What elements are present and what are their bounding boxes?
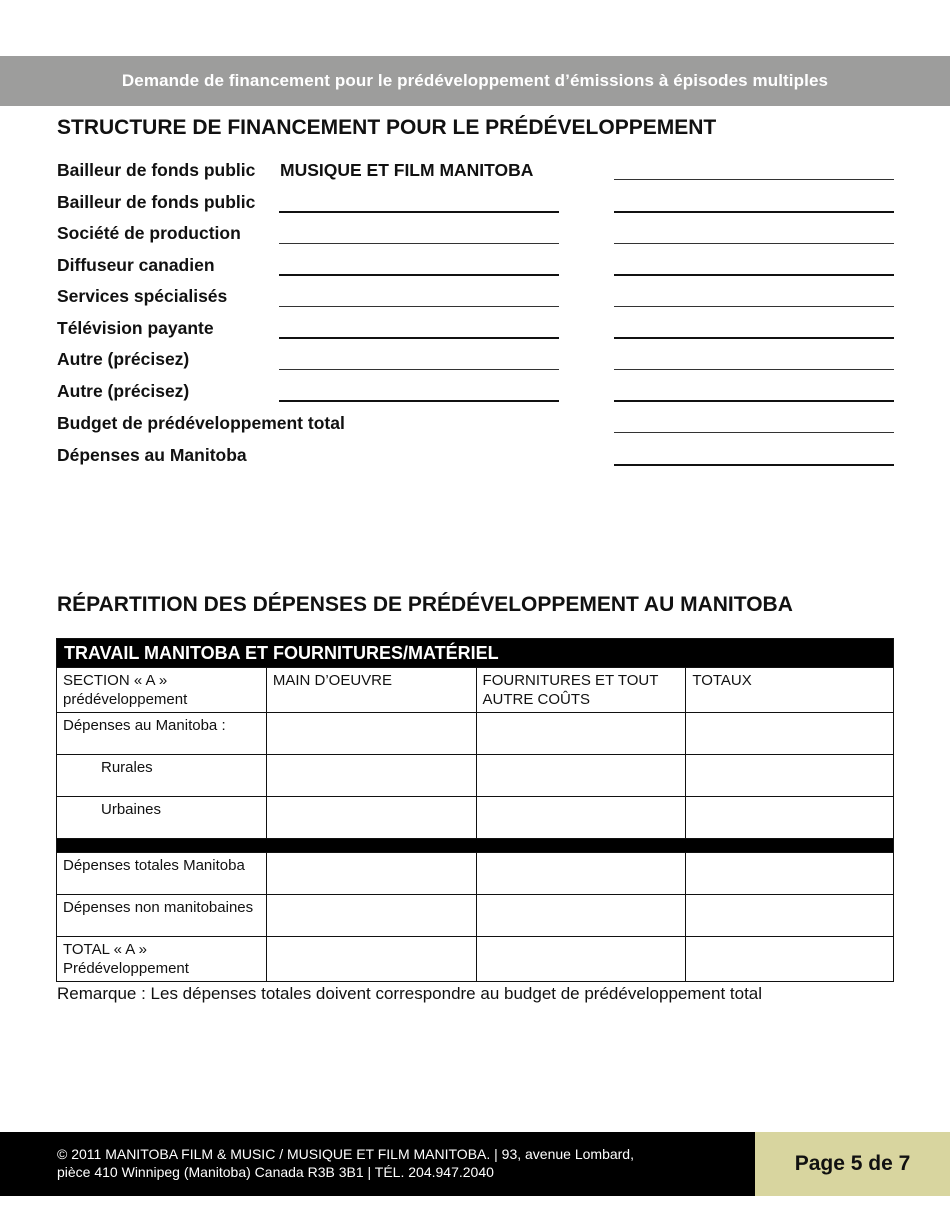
funding-row [57, 286, 897, 318]
funding-section-title: STRUCTURE DE FINANCEMENT POUR LE PRÉDÉVELOPPEMENT [57, 116, 717, 139]
table-cell[interactable] [476, 797, 686, 839]
amount-field[interactable] [614, 337, 894, 339]
table-row [57, 668, 894, 713]
table-cell[interactable] [686, 853, 894, 895]
row-label: TOTAL « A » Prédéveloppement [57, 937, 267, 982]
footer-address-line: pièce 410 Winnipeg (Manitoba) Canada R3B 3B1 | TÉL. 204.947.2040 [57, 1164, 494, 1180]
amount-field[interactable] [614, 432, 894, 433]
funder-name-field[interactable] [279, 274, 559, 276]
page-number: Page 5 de 7 [755, 1132, 950, 1196]
funding-row [57, 381, 897, 413]
table-cell[interactable] [266, 755, 476, 797]
funder-name-field[interactable] [279, 400, 559, 402]
amount-field[interactable] [614, 464, 894, 466]
table-cell[interactable] [686, 713, 894, 755]
table-cell[interactable] [476, 895, 686, 937]
table-cell[interactable] [476, 853, 686, 895]
table-cell[interactable] [266, 797, 476, 839]
amount-field[interactable] [614, 274, 894, 276]
amount-field[interactable] [614, 400, 894, 402]
footer [0, 1132, 755, 1196]
funding-row-label: Budget de prédéveloppement total [57, 413, 345, 433]
amount-field[interactable] [614, 179, 894, 180]
column-header: TOTAUX [686, 668, 894, 713]
funding-row-label: Services spécialisés [57, 286, 228, 306]
expenses-section-title: RÉPARTITION DES DÉPENSES DE PRÉDÉVELOPPEMENT AU MANITOBA [57, 593, 793, 616]
funding-row [57, 413, 897, 445]
amount-field[interactable] [614, 306, 894, 307]
document-header-bar [0, 56, 950, 106]
table-header: TRAVAIL MANITOBA ET FOURNITURES/MATÉRIEL [57, 639, 894, 668]
table-cell[interactable] [266, 713, 476, 755]
funding-row [57, 255, 897, 287]
table-row [57, 797, 894, 839]
funder-name-field[interactable] [279, 211, 559, 213]
funder-name-field[interactable] [279, 369, 559, 370]
amount-field[interactable] [614, 369, 894, 370]
funding-source-value: MUSIQUE ET FILM MANITOBA [280, 160, 534, 180]
funding-row [57, 445, 897, 477]
column-header: FOURNITURES ET TOUT AUTRE COÛTS [476, 668, 686, 713]
amount-field[interactable] [614, 211, 894, 213]
funding-row-label: Diffuseur canadien [57, 255, 215, 275]
expenses-note: Remarque : Les dépenses totales doivent correspondre au budget de prédéveloppement total [57, 984, 763, 1003]
row-label: Rurales [57, 755, 267, 797]
row-label: Urbaines [57, 797, 267, 839]
table-cell[interactable] [476, 755, 686, 797]
table-cell[interactable] [686, 755, 894, 797]
table-cell[interactable] [476, 937, 686, 982]
table-row [57, 895, 894, 937]
table-cell[interactable] [266, 937, 476, 982]
table-cell[interactable] [686, 895, 894, 937]
table-cell[interactable] [266, 895, 476, 937]
funding-row-label: Télévision payante [57, 318, 214, 338]
funding-row-label: Bailleur de fonds public [57, 192, 256, 212]
table-row [57, 755, 894, 797]
table-row [57, 937, 894, 982]
table-cell[interactable] [476, 713, 686, 755]
funding-row [57, 223, 897, 255]
funder-name-field[interactable] [279, 243, 559, 244]
column-header: MAIN D’OEUVRE [266, 668, 476, 713]
table-cell[interactable] [266, 853, 476, 895]
row-label: Dépenses au Manitoba : [57, 713, 267, 755]
funding-row [57, 192, 897, 224]
funder-name-field[interactable] [279, 306, 559, 307]
funding-row [57, 160, 897, 192]
expenses-table [56, 638, 894, 982]
table-row [57, 853, 894, 895]
funding-row [57, 349, 897, 381]
funding-row-label: Autre (précisez) [57, 349, 190, 369]
funding-row [57, 318, 897, 350]
funder-name-field[interactable] [279, 337, 559, 339]
amount-field[interactable] [614, 243, 894, 244]
row-label: Dépenses totales Manitoba [57, 853, 267, 895]
column-header: SECTION « A » prédéveloppement [57, 668, 267, 713]
funding-row-label: Bailleur de fonds public [57, 160, 256, 180]
table-cell[interactable] [686, 937, 894, 982]
table-row [57, 713, 894, 755]
footer-address-line: © 2011 MANITOBA FILM & MUSIC / MUSIQUE ET FILM MANITOBA. | 93, avenue Lombard, [57, 1146, 634, 1162]
funding-row-label: Autre (précisez) [57, 381, 190, 401]
table-cell[interactable] [686, 797, 894, 839]
document-title: Demande de financement pour le prédéveloppement d’émissions à épisodes multiples [121, 71, 829, 90]
funding-row-label: Dépenses au Manitoba [57, 445, 247, 465]
table-divider [57, 839, 894, 853]
row-label: Dépenses non manitobaines [57, 895, 267, 937]
funding-row-label: Société de production [57, 223, 241, 243]
